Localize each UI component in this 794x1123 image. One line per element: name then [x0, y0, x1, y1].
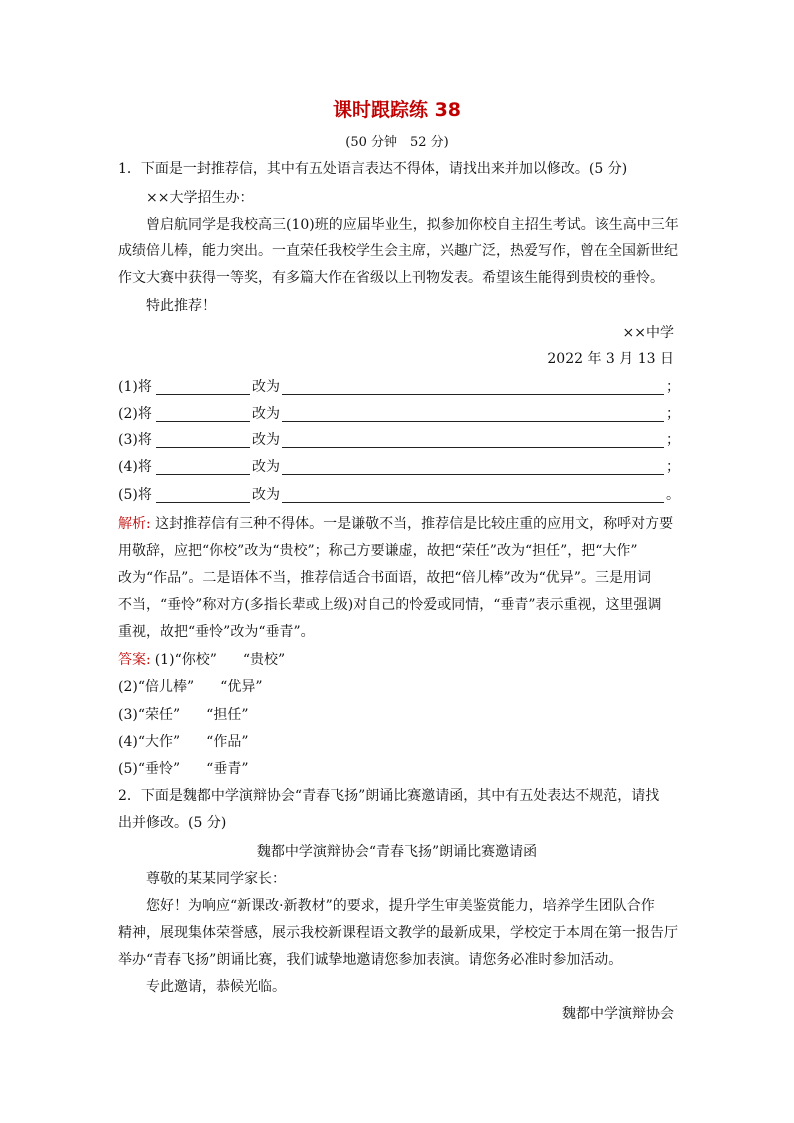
analysis-line: 改为“作品”。二是语体不当，推荐信适合书面语，故把“倍儿棒”改为“优异”。三是用词	[118, 570, 651, 586]
blank-change-to-label: 改为	[252, 406, 280, 422]
letter-1-closing: 特此推荐！	[146, 298, 216, 314]
blank-end-punct: ；	[666, 406, 680, 422]
answer-blank-row	[118, 404, 678, 424]
letter-2-signature: 魏都中学演辩协会	[562, 1006, 674, 1022]
answer-blank-row	[118, 430, 678, 450]
analysis-label: 解析:	[118, 516, 151, 532]
blank-to-field[interactable]	[282, 421, 664, 422]
letter-2-title: 魏都中学演辩协会“青春飞扬”朗诵比赛邀请函	[256, 844, 538, 860]
blank-from-field[interactable]	[156, 447, 250, 448]
answer-number: (3)	[118, 707, 138, 723]
blank-end-punct: ；	[666, 432, 680, 448]
letter-2-salutation: 尊敬的某某同学家长：	[146, 871, 286, 887]
blank-end-punct: ；	[666, 459, 680, 475]
answer-number: (2)	[118, 679, 138, 695]
letter-1-salutation: ××大学招生办：	[146, 190, 254, 206]
answer-from: “荣任”	[137, 707, 181, 723]
answer-blank-row	[118, 485, 678, 505]
analysis-line	[118, 514, 678, 534]
blank-change-to-label: 改为	[252, 432, 280, 448]
letter-2-body-line: 您好！为响应“新课改·新教材”的要求，提升学生审美鉴赏能力，培养学生团队合作	[146, 898, 655, 914]
answer-from: “大作”	[137, 734, 181, 750]
blank-number: (1)将	[118, 379, 152, 395]
answer-blank-row	[118, 457, 678, 477]
time-score-note: (50 分钟 52 分)	[345, 135, 449, 150]
letter-1-body-line: 成绩倍儿棒，能力突出。一直荣任我校学生会主席，兴趣广泛，热爱写作，曾在全国新世纪	[118, 243, 678, 259]
answer-from: “倍儿棒”	[137, 679, 195, 695]
question-2-prompt: 2．下面是魏都中学演辩协会“青春飞扬”朗诵比赛邀请函，其中有五处表达不规范，请找	[118, 788, 660, 804]
blank-number: (5)将	[118, 487, 152, 503]
answer-label: 答案:	[118, 652, 151, 668]
analysis-line: 用敬辞，应把“你校”改为“贵校”；称己方要谦虚，故把“荣任”改为“担任”，把“大作”	[118, 543, 638, 559]
answer-number: (1)	[154, 652, 175, 668]
letter-1-body-line: 作文大赛中获得一等奖，有多篇大作在省级以上刊物发表。希望该生能得到贵校的垂怜。	[118, 270, 664, 286]
blank-from-field[interactable]	[156, 421, 250, 422]
blank-to-field[interactable]	[282, 447, 664, 448]
answer-to: “担任”	[206, 707, 249, 723]
question-2-prompt: 出并修改。(5 分)	[118, 815, 227, 831]
analysis-line: 不当，“垂怜”称对方(多指长辈或上级)对自己的怜爱或同情，“垂青”表示重视，这里强调	[118, 597, 662, 613]
blank-from-field[interactable]	[156, 394, 250, 395]
blank-to-field[interactable]	[282, 502, 664, 503]
blank-number: (4)将	[118, 459, 152, 475]
blank-end-punct: ；	[666, 379, 680, 395]
letter-2-body-line: 精神，展现集体荣誉感，展示我校新课程语文教学的最新成果，学校定于本周在第一报告厅	[118, 925, 678, 941]
letter-2-body-line: 举办“青春飞扬”朗诵比赛，我们诚挚地邀请您参加表演。请您务必准时参加活动。	[118, 952, 623, 968]
blank-change-to-label: 改为	[252, 487, 280, 503]
answer-to: “作品”	[206, 734, 249, 750]
blank-from-field[interactable]	[156, 502, 250, 503]
letter-1-date: 2022 年 3 月 13 日	[547, 351, 674, 367]
answer-from: “你校”	[174, 652, 217, 668]
answer-line	[118, 759, 678, 779]
answer-line	[118, 677, 678, 697]
blank-change-to-label: 改为	[252, 459, 280, 475]
letter-1-signature: ××中学	[622, 325, 674, 341]
page-title: 课时跟踪练 38	[332, 99, 462, 121]
answer-line	[118, 650, 678, 670]
answer-line	[118, 705, 678, 725]
letter-1-body-line: 曾启航同学是我校高三(10)班的应届毕业生，拟参加你校自主招生考试。该生高中三年	[146, 217, 679, 233]
answer-to: “垂青”	[206, 761, 249, 777]
blank-to-field[interactable]	[282, 474, 664, 475]
answer-line	[118, 732, 678, 752]
blank-change-to-label: 改为	[252, 379, 280, 395]
answer-number: (5)	[118, 761, 138, 777]
blank-to-field[interactable]	[282, 394, 664, 395]
letter-2-closing: 专此邀请，恭候光临。	[146, 979, 286, 995]
answer-to: “贵校”	[242, 652, 286, 668]
blank-end-punct: 。	[666, 487, 680, 503]
blank-number: (2)将	[118, 406, 152, 422]
analysis-text: 这封推荐信有三种不得体。一是谦敬不当，推荐信是比较庄重的应用文，称呼对方要	[150, 516, 674, 532]
answer-to: “优异”	[220, 679, 263, 695]
answer-from: “垂怜”	[137, 761, 181, 777]
answer-blank-row	[118, 377, 678, 397]
blank-number: (3)将	[118, 432, 152, 448]
answer-number: (4)	[118, 734, 138, 750]
analysis-line: 重视，故把“垂怜”改为“垂青”。	[118, 624, 315, 640]
question-1-prompt: 1．下面是一封推荐信，其中有五处语言表达不得体，请找出来并加以修改。(5 分)	[118, 161, 628, 177]
blank-from-field[interactable]	[156, 474, 250, 475]
